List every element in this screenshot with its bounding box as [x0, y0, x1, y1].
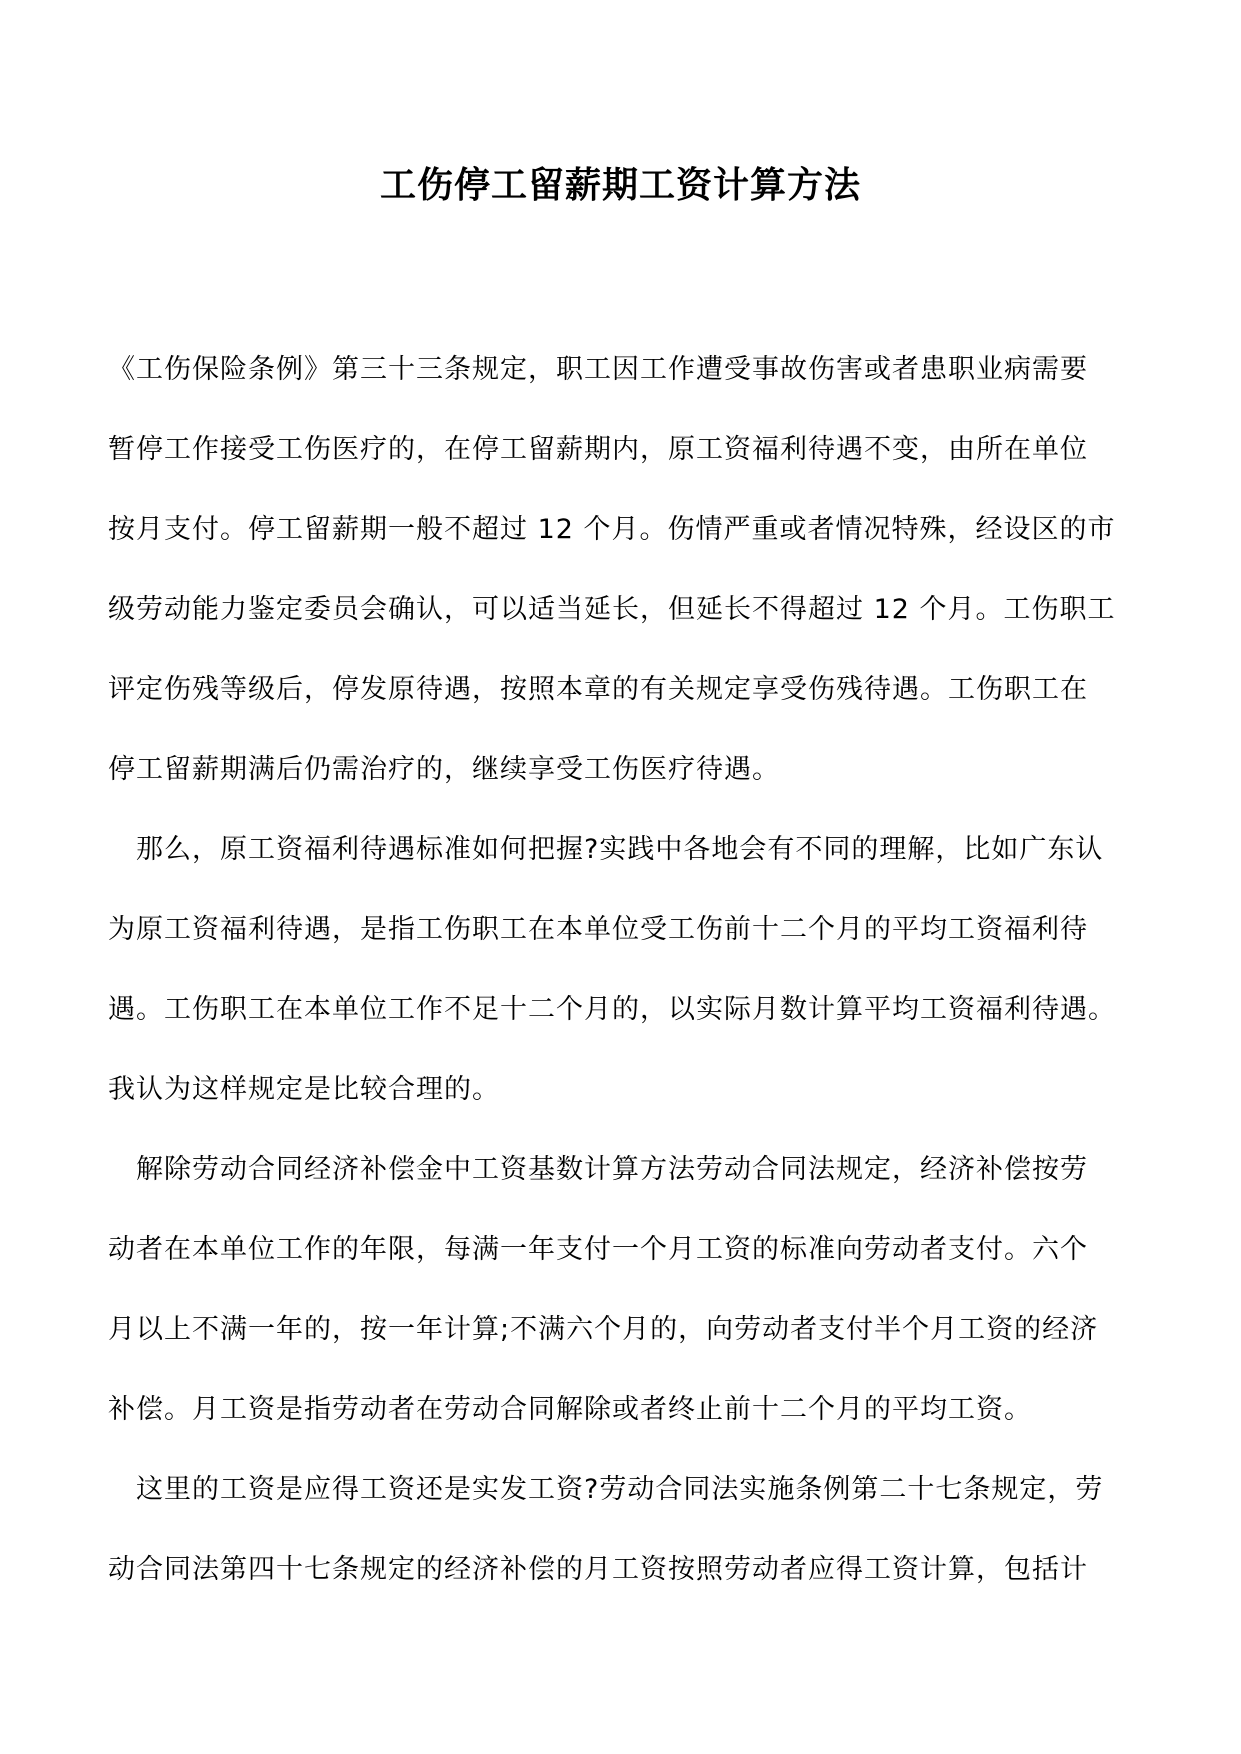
paragraph-line: 遇。工伤职工在本单位工作不足十二个月的，以实际月数计算平均工资福利待遇。 [108, 994, 1116, 1025]
paragraph-line: 动者在本单位工作的年限，每满一年支付一个月工资的标准向劳动者支付。六个 [108, 1234, 1088, 1265]
paragraph-line: 为原工资福利待遇，是指工伤职工在本单位受工伤前十二个月的平均工资福利待 [108, 914, 1088, 945]
paragraph-line: 评定伤残等级后，停发原待遇，按照本章的有关规定享受伤残待遇。工伤职工在 [108, 674, 1088, 705]
paragraph-line: 月以上不满一年的，按一年计算;不满六个月的，向劳动者支付半个月工资的经济 [108, 1314, 1099, 1345]
paragraph-line: 补偿。月工资是指劳动者在劳动合同解除或者终止前十二个月的平均工资。 [108, 1394, 1032, 1425]
paragraph-line: 《工伤保险条例》第三十三条规定，职工因工作遭受事故伤害或者患职业病需要 [108, 354, 1088, 385]
paragraph-line: 按月支付。停工留薪期一般不超过 12 个月。伤情严重或者情况特殊，经设区的市 [108, 514, 1116, 545]
paragraph-line: 动合同法第四十七条规定的经济补偿的月工资按照劳动者应得工资计算，包括计 [108, 1554, 1088, 1585]
paragraph-line: 我认为这样规定是比较合理的。 [108, 1074, 500, 1105]
paragraph-line: 停工留薪期满后仍需治疗的，继续享受工伤医疗待遇。 [108, 754, 780, 785]
document-title: 工伤停工留薪期工资计算方法 [379, 164, 861, 206]
paragraph-line: 解除劳动合同经济补偿金中工资基数计算方法劳动合同法规定，经济补偿按劳 [108, 1154, 1088, 1185]
paragraph-line: 级劳动能力鉴定委员会确认，可以适当延长，但延长不得超过 12 个月。工伤职工 [108, 594, 1116, 625]
paragraph-line: 暂停工作接受工伤医疗的，在停工留薪期内，原工资福利待遇不变，由所在单位 [108, 434, 1088, 465]
paragraph-line: 这里的工资是应得工资还是实发工资?劳动合同法实施条例第二十七条规定，劳 [108, 1474, 1104, 1505]
paragraph-line: 那么，原工资福利待遇标准如何把握?实践中各地会有不同的理解，比如广东认 [108, 834, 1104, 865]
